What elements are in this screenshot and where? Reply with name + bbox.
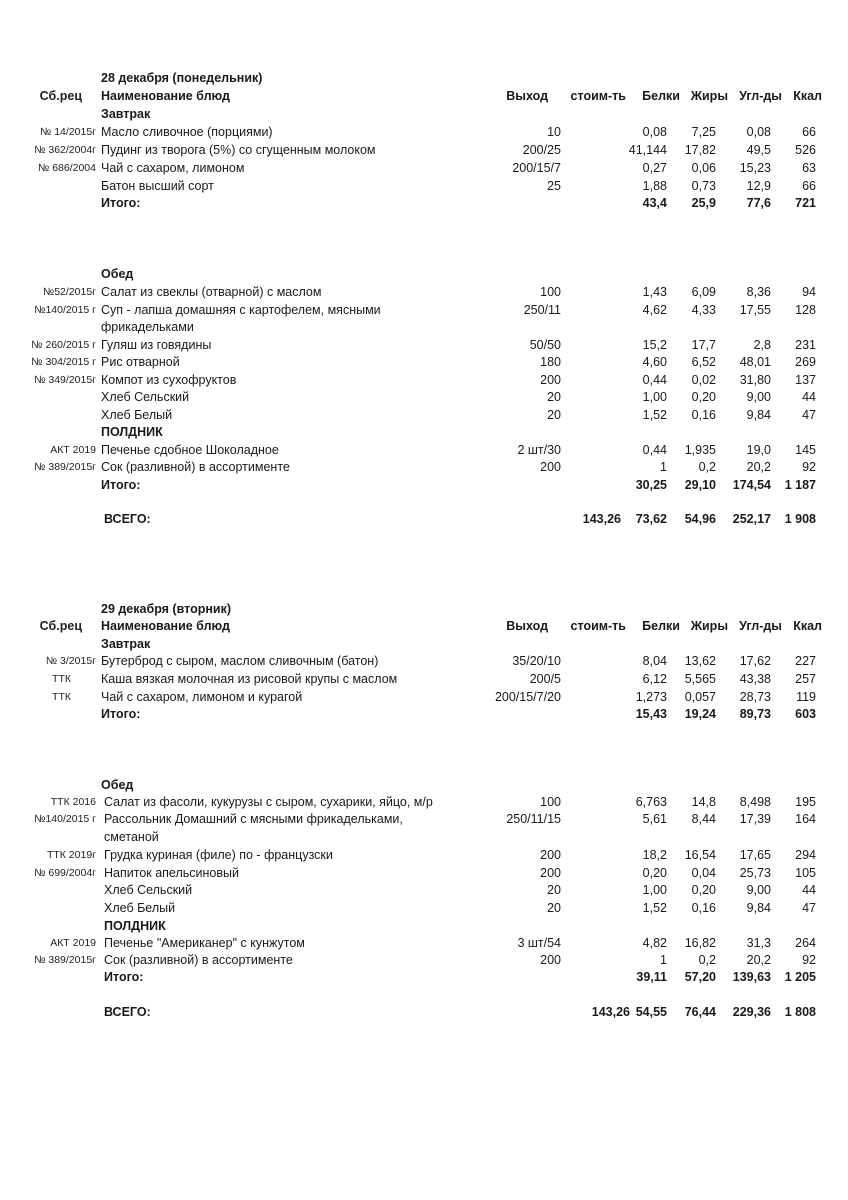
dish-kcal: 44 bbox=[802, 883, 816, 897]
dish-name: Хлеб Сельский bbox=[101, 390, 190, 404]
dish-carbs: 8,36 bbox=[746, 285, 771, 299]
col-header-output: Выход bbox=[506, 619, 548, 633]
dish-protein: 6,763 bbox=[635, 795, 667, 809]
dish-kcal: 257 bbox=[795, 672, 816, 686]
table-row bbox=[0, 141, 848, 159]
dish-kcal: 119 bbox=[796, 690, 816, 704]
table-row bbox=[0, 670, 848, 688]
meal-title-lunch bbox=[0, 776, 848, 794]
dish-kcal: 92 bbox=[802, 953, 816, 967]
subtotal-row bbox=[0, 476, 848, 494]
dish-name-line2: фрикадельками bbox=[101, 320, 194, 334]
table-header bbox=[0, 617, 848, 635]
dish-protein: 15,2 bbox=[642, 338, 667, 352]
table-row bbox=[0, 301, 848, 319]
dish-protein: 8,04 bbox=[642, 654, 667, 668]
subtotal-protein: 43,4 bbox=[642, 196, 667, 210]
recipe-code: № 260/2015 г bbox=[31, 339, 96, 351]
dish-name: Сок (разливной) в ассортименте bbox=[101, 460, 290, 474]
recipe-code: АКТ 2019 bbox=[50, 937, 96, 949]
meal-title: Обед bbox=[101, 778, 134, 792]
dish-carbs: 48,01 bbox=[739, 355, 771, 369]
table-row-continuation bbox=[0, 828, 848, 846]
recipe-code: ТТК 2019г bbox=[46, 849, 96, 861]
table-row bbox=[0, 441, 848, 459]
subtotal-carbs: 89,73 bbox=[739, 707, 771, 721]
dish-fat: 7,25 bbox=[691, 125, 716, 139]
dish-name: Грудка куриная (филе) по - французски bbox=[104, 848, 333, 862]
dish-kcal: 264 bbox=[795, 936, 816, 950]
meal-title-snack bbox=[0, 423, 848, 441]
dish-protein: 18,2 bbox=[642, 848, 667, 862]
dish-kcal: 92 bbox=[802, 460, 816, 474]
table-row bbox=[0, 177, 848, 195]
dish-fat: 0,2 bbox=[698, 953, 716, 967]
dish-protein: 4,62 bbox=[642, 303, 667, 317]
dish-output: 200 bbox=[540, 460, 561, 474]
subtotal-label: Итого: bbox=[101, 478, 141, 492]
dish-name: Рис отварной bbox=[101, 355, 180, 369]
subtotal-protein: 15,43 bbox=[635, 707, 667, 721]
dish-protein: 1,88 bbox=[642, 179, 667, 193]
col-header-kcal: Ккал bbox=[793, 619, 822, 633]
recipe-code: №52/2015г bbox=[42, 286, 96, 298]
dish-kcal: 47 bbox=[802, 408, 816, 422]
dish-output: 3 шт/54 bbox=[517, 936, 561, 950]
day-title: 28 декабря (понедельник) bbox=[101, 71, 263, 85]
recipe-code: № 389/2015г bbox=[34, 954, 96, 966]
dish-kcal: 195 bbox=[795, 795, 816, 809]
table-row bbox=[0, 652, 848, 670]
grand-total-cost: 143,26 bbox=[591, 1005, 630, 1019]
day-title-row bbox=[0, 600, 848, 618]
dish-protein: 1,273 bbox=[635, 690, 667, 704]
table-row bbox=[0, 353, 848, 371]
dish-protein: 0,08 bbox=[642, 125, 667, 139]
recipe-code: № 699/2004г bbox=[34, 867, 96, 879]
dish-fat: 0,02 bbox=[691, 373, 716, 387]
col-header-carbs: Угл-ды bbox=[739, 89, 782, 103]
dish-protein: 4,82 bbox=[642, 936, 667, 950]
meal-title: Обед bbox=[101, 267, 134, 281]
dish-output: 20 bbox=[547, 408, 561, 422]
subtotal-fat: 29,10 bbox=[684, 478, 716, 492]
dish-protein: 1 bbox=[660, 953, 667, 967]
table-row bbox=[0, 846, 848, 864]
recipe-code: № 389/2015г bbox=[34, 461, 96, 473]
dish-name: Напиток апельсиновый bbox=[104, 866, 239, 880]
grand-total-label: ВСЕГО: bbox=[104, 512, 151, 526]
day-title: 29 декабря (вторник) bbox=[101, 602, 231, 616]
dish-output: 250/11 bbox=[523, 303, 561, 317]
subtotal-label: Итого: bbox=[101, 196, 141, 210]
dish-output: 20 bbox=[547, 901, 561, 915]
recipe-code: №140/2015 г bbox=[34, 813, 96, 825]
dish-carbs: 20,2 bbox=[746, 953, 771, 967]
meal-title-breakfast bbox=[0, 105, 848, 123]
dish-carbs: 31,3 bbox=[746, 936, 771, 950]
recipe-code: ТТК bbox=[52, 691, 71, 703]
dish-output: 100 bbox=[540, 285, 561, 299]
meal-title-lunch bbox=[0, 265, 848, 283]
grand-total-cost: 143,26 bbox=[582, 512, 621, 526]
grand-total-protein: 73,62 bbox=[635, 512, 667, 526]
dish-output: 200/25 bbox=[522, 143, 561, 157]
dish-protein: 6,12 bbox=[642, 672, 667, 686]
recipe-code: ТТК bbox=[52, 673, 71, 685]
dish-kcal: 269 bbox=[795, 355, 816, 369]
dish-kcal: 164 bbox=[795, 812, 816, 826]
dish-name: Чай с сахаром, лимоном и курагой bbox=[101, 690, 303, 704]
dish-name: Печенье сдобное Шоколадное bbox=[101, 443, 279, 457]
grand-total-kcal: 1 908 bbox=[784, 512, 816, 526]
grand-total-kcal: 1 808 bbox=[784, 1005, 816, 1019]
table-row bbox=[0, 458, 848, 476]
table-row-continuation bbox=[0, 318, 848, 336]
dish-protein: 0,44 bbox=[642, 373, 667, 387]
dish-kcal: 47 bbox=[802, 901, 816, 915]
dish-protein: 1,52 bbox=[642, 408, 667, 422]
dish-output: 10 bbox=[547, 125, 561, 139]
subtotal-carbs: 174,54 bbox=[732, 478, 771, 492]
dish-protein: 0,44 bbox=[642, 443, 667, 457]
table-row bbox=[0, 793, 848, 811]
subtotal-kcal: 1 205 bbox=[784, 970, 816, 984]
meal-title: ПОЛДНИК bbox=[104, 919, 166, 933]
dish-kcal: 137 bbox=[795, 373, 816, 387]
grand-total-fat: 76,44 bbox=[684, 1005, 716, 1019]
dish-kcal: 145 bbox=[795, 443, 816, 457]
dish-protein: 41,144 bbox=[628, 143, 667, 157]
dish-name: Суп - лапша домашняя с картофелем, мясными bbox=[101, 303, 381, 317]
dish-carbs: 9,00 bbox=[746, 390, 771, 404]
col-header-code: Сб.рец bbox=[39, 89, 82, 103]
dish-carbs: 12,9 bbox=[746, 179, 771, 193]
dish-kcal: 526 bbox=[795, 143, 816, 157]
dish-name: Пудинг из творога (5%) со сгущенным молоком bbox=[101, 143, 376, 157]
dish-protein: 5,61 bbox=[642, 812, 667, 826]
dish-name-line2: сметаной bbox=[104, 830, 159, 844]
dish-protein: 1,00 bbox=[642, 883, 667, 897]
dish-output: 2 шт/30 bbox=[517, 443, 561, 457]
dish-protein: 0,20 bbox=[642, 866, 667, 880]
dish-carbs: 9,00 bbox=[746, 883, 771, 897]
table-row bbox=[0, 123, 848, 141]
dish-protein: 0,27 bbox=[642, 161, 667, 175]
dish-output: 250/11/15 bbox=[506, 812, 561, 826]
dish-fat: 5,565 bbox=[684, 672, 716, 686]
dish-fat: 6,09 bbox=[691, 285, 716, 299]
dish-kcal: 294 bbox=[795, 848, 816, 862]
col-header-cost: стоим-ть bbox=[570, 89, 626, 103]
day-title-row bbox=[0, 69, 848, 87]
meal-title: Завтрак bbox=[101, 107, 151, 121]
dish-fat: 17,82 bbox=[684, 143, 716, 157]
subtotal-fat: 19,24 bbox=[684, 707, 716, 721]
dish-fat: 0,73 bbox=[691, 179, 716, 193]
dish-output: 180 bbox=[540, 355, 561, 369]
subtotal-fat: 57,20 bbox=[684, 970, 716, 984]
table-row bbox=[0, 371, 848, 389]
col-header-name: Наименование блюд bbox=[101, 619, 230, 633]
dish-carbs: 20,2 bbox=[746, 460, 771, 474]
table-row bbox=[0, 951, 848, 969]
dish-fat: 0,20 bbox=[691, 390, 716, 404]
dish-fat: 17,7 bbox=[691, 338, 716, 352]
subtotal-label: Итого: bbox=[101, 707, 141, 721]
dish-carbs: 17,65 bbox=[739, 848, 771, 862]
dish-kcal: 63 bbox=[802, 161, 816, 175]
recipe-code: №140/2015 г bbox=[34, 304, 96, 316]
dish-kcal: 66 bbox=[802, 179, 816, 193]
grand-total-carbs: 252,17 bbox=[732, 512, 771, 526]
subtotal-row bbox=[0, 968, 848, 986]
subtotal-protein: 30,25 bbox=[635, 478, 667, 492]
dish-fat: 13,62 bbox=[684, 654, 716, 668]
dish-output: 200/5 bbox=[529, 672, 561, 686]
dish-carbs: 49,5 bbox=[746, 143, 771, 157]
col-header-carbs: Угл-ды bbox=[739, 619, 782, 633]
dish-fat: 0,2 bbox=[698, 460, 716, 474]
dish-kcal: 105 bbox=[795, 866, 816, 880]
dish-name: Батон высший сорт bbox=[101, 179, 214, 193]
subtotal-row bbox=[0, 194, 848, 212]
recipe-code: АКТ 2019 bbox=[50, 444, 96, 456]
dish-fat: 0,20 bbox=[691, 883, 716, 897]
dish-carbs: 0,08 bbox=[746, 125, 771, 139]
dish-carbs: 19,0 bbox=[746, 443, 771, 457]
col-header-fat: Жиры bbox=[690, 619, 728, 633]
table-row bbox=[0, 899, 848, 917]
subtotal-kcal: 1 187 bbox=[784, 478, 816, 492]
dish-carbs: 2,8 bbox=[753, 338, 771, 352]
dish-kcal: 94 bbox=[802, 285, 816, 299]
dish-name: Хлеб Белый bbox=[104, 901, 176, 915]
recipe-code: № 362/2004г bbox=[34, 144, 96, 156]
table-row bbox=[0, 283, 848, 301]
dish-name: Печенье "Американер" с кунжутом bbox=[104, 936, 305, 950]
table-row bbox=[0, 406, 848, 424]
table-row bbox=[0, 810, 848, 828]
recipe-code: № 686/2004 bbox=[38, 162, 96, 174]
col-header-protein: Белки bbox=[642, 89, 680, 103]
dish-fat: 0,16 bbox=[691, 901, 716, 915]
dish-fat: 0,057 bbox=[684, 690, 716, 704]
dish-name: Рассольник Домашний с мясными фрикадельками, bbox=[104, 812, 403, 826]
dish-fat: 0,16 bbox=[691, 408, 716, 422]
col-header-cost: стоим-ть bbox=[570, 619, 626, 633]
table-row bbox=[0, 881, 848, 899]
subtotal-carbs: 139,63 bbox=[732, 970, 771, 984]
dish-carbs: 43,38 bbox=[739, 672, 771, 686]
dish-output: 200 bbox=[540, 848, 561, 862]
grand-total-row bbox=[0, 510, 848, 528]
dish-output: 200 bbox=[540, 866, 561, 880]
dish-protein: 1,52 bbox=[642, 901, 667, 915]
dish-carbs: 9,84 bbox=[746, 408, 771, 422]
dish-kcal: 44 bbox=[802, 390, 816, 404]
table-row bbox=[0, 934, 848, 952]
dish-name: Каша вязкая молочная из рисовой крупы с маслом bbox=[101, 672, 398, 686]
meal-title: Завтрак bbox=[101, 637, 151, 651]
grand-total-label: ВСЕГО: bbox=[104, 1005, 151, 1019]
dish-carbs: 17,55 bbox=[739, 303, 771, 317]
dish-fat: 16,82 bbox=[684, 936, 716, 950]
dish-name: Компот из сухофруктов bbox=[101, 373, 237, 387]
dish-output: 200 bbox=[540, 373, 561, 387]
recipe-code: № 14/2015г bbox=[40, 126, 96, 138]
dish-output: 100 bbox=[540, 795, 561, 809]
col-header-fat: Жиры bbox=[690, 89, 728, 103]
dish-kcal: 128 bbox=[795, 303, 816, 317]
dish-carbs: 25,73 bbox=[739, 866, 771, 880]
dish-carbs: 9,84 bbox=[746, 901, 771, 915]
recipe-code: № 349/2015г bbox=[34, 374, 96, 386]
dish-name: Бутерброд с сыром, маслом сливочным (батон) bbox=[101, 654, 379, 668]
dish-carbs: 15,23 bbox=[739, 161, 771, 175]
dish-fat: 1,935 bbox=[684, 443, 716, 457]
dish-name: Салат из свеклы (отварной) с маслом bbox=[101, 285, 322, 299]
meal-title-snack bbox=[0, 917, 848, 935]
meal-title: ПОЛДНИК bbox=[101, 425, 163, 439]
dish-output: 35/20/10 bbox=[512, 654, 561, 668]
col-header-code: Сб.рец bbox=[39, 619, 82, 633]
dish-fat: 4,33 bbox=[691, 303, 716, 317]
dish-name: Хлеб Белый bbox=[101, 408, 173, 422]
dish-output: 20 bbox=[547, 883, 561, 897]
dish-fat: 0,06 bbox=[691, 161, 716, 175]
dish-fat: 14,8 bbox=[691, 795, 716, 809]
recipe-code: № 304/2015 г bbox=[31, 356, 96, 368]
subtotal-protein: 39,11 bbox=[636, 970, 667, 984]
dish-protein: 4,60 bbox=[642, 355, 667, 369]
recipe-code: ТТК 2016 bbox=[50, 796, 96, 808]
table-row bbox=[0, 159, 848, 177]
col-header-kcal: Ккал bbox=[793, 89, 822, 103]
dish-output: 50/50 bbox=[529, 338, 561, 352]
dish-name: Масло сливочное (порциями) bbox=[101, 125, 273, 139]
table-row bbox=[0, 864, 848, 882]
meal-title-breakfast bbox=[0, 635, 848, 653]
dish-carbs: 31,80 bbox=[739, 373, 771, 387]
subtotal-kcal: 721 bbox=[795, 196, 816, 210]
table-row bbox=[0, 336, 848, 354]
dish-name: Чай с сахаром, лимоном bbox=[101, 161, 245, 175]
dish-carbs: 17,39 bbox=[739, 812, 771, 826]
col-header-protein: Белки bbox=[642, 619, 680, 633]
subtotal-kcal: 603 bbox=[795, 707, 816, 721]
dish-output: 200 bbox=[540, 953, 561, 967]
dish-kcal: 66 bbox=[802, 125, 816, 139]
dish-output: 200/15/7 bbox=[512, 161, 561, 175]
dish-protein: 1,00 bbox=[642, 390, 667, 404]
dish-name: Салат из фасоли, кукурузы с сыром, сухарики, яйцо, м/р bbox=[104, 795, 433, 809]
grand-total-protein: 54,55 bbox=[635, 1005, 667, 1019]
subtotal-carbs: 77,6 bbox=[746, 196, 771, 210]
dish-fat: 0,04 bbox=[691, 866, 716, 880]
dish-output: 25 bbox=[547, 179, 561, 193]
dish-name: Гуляш из говядины bbox=[101, 338, 212, 352]
dish-name: Сок (разливной) в ассортименте bbox=[104, 953, 293, 967]
grand-total-row bbox=[0, 1003, 848, 1021]
dish-protein: 1 bbox=[660, 460, 667, 474]
dish-fat: 8,44 bbox=[691, 812, 716, 826]
grand-total-carbs: 229,36 bbox=[732, 1005, 771, 1019]
table-header bbox=[0, 87, 848, 105]
dish-carbs: 28,73 bbox=[739, 690, 771, 704]
subtotal-row bbox=[0, 705, 848, 723]
dish-carbs: 17,62 bbox=[739, 654, 771, 668]
dish-output: 200/15/7/20 bbox=[494, 690, 561, 704]
dish-kcal: 231 bbox=[795, 338, 816, 352]
dish-kcal: 227 bbox=[795, 654, 816, 668]
dish-output: 20 bbox=[547, 390, 561, 404]
dish-fat: 16,54 bbox=[684, 848, 716, 862]
table-row bbox=[0, 388, 848, 406]
dish-fat: 6,52 bbox=[691, 355, 716, 369]
subtotal-fat: 25,9 bbox=[691, 196, 716, 210]
table-row bbox=[0, 688, 848, 706]
grand-total-fat: 54,96 bbox=[684, 512, 716, 526]
dish-protein: 1,43 bbox=[642, 285, 667, 299]
subtotal-label: Итого: bbox=[104, 970, 144, 984]
dish-name: Хлеб Сельский bbox=[104, 883, 193, 897]
col-header-output: Выход bbox=[506, 89, 548, 103]
recipe-code: № 3/2015г bbox=[45, 655, 96, 667]
dish-carbs: 8,498 bbox=[739, 795, 771, 809]
col-header-name: Наименование блюд bbox=[101, 89, 230, 103]
